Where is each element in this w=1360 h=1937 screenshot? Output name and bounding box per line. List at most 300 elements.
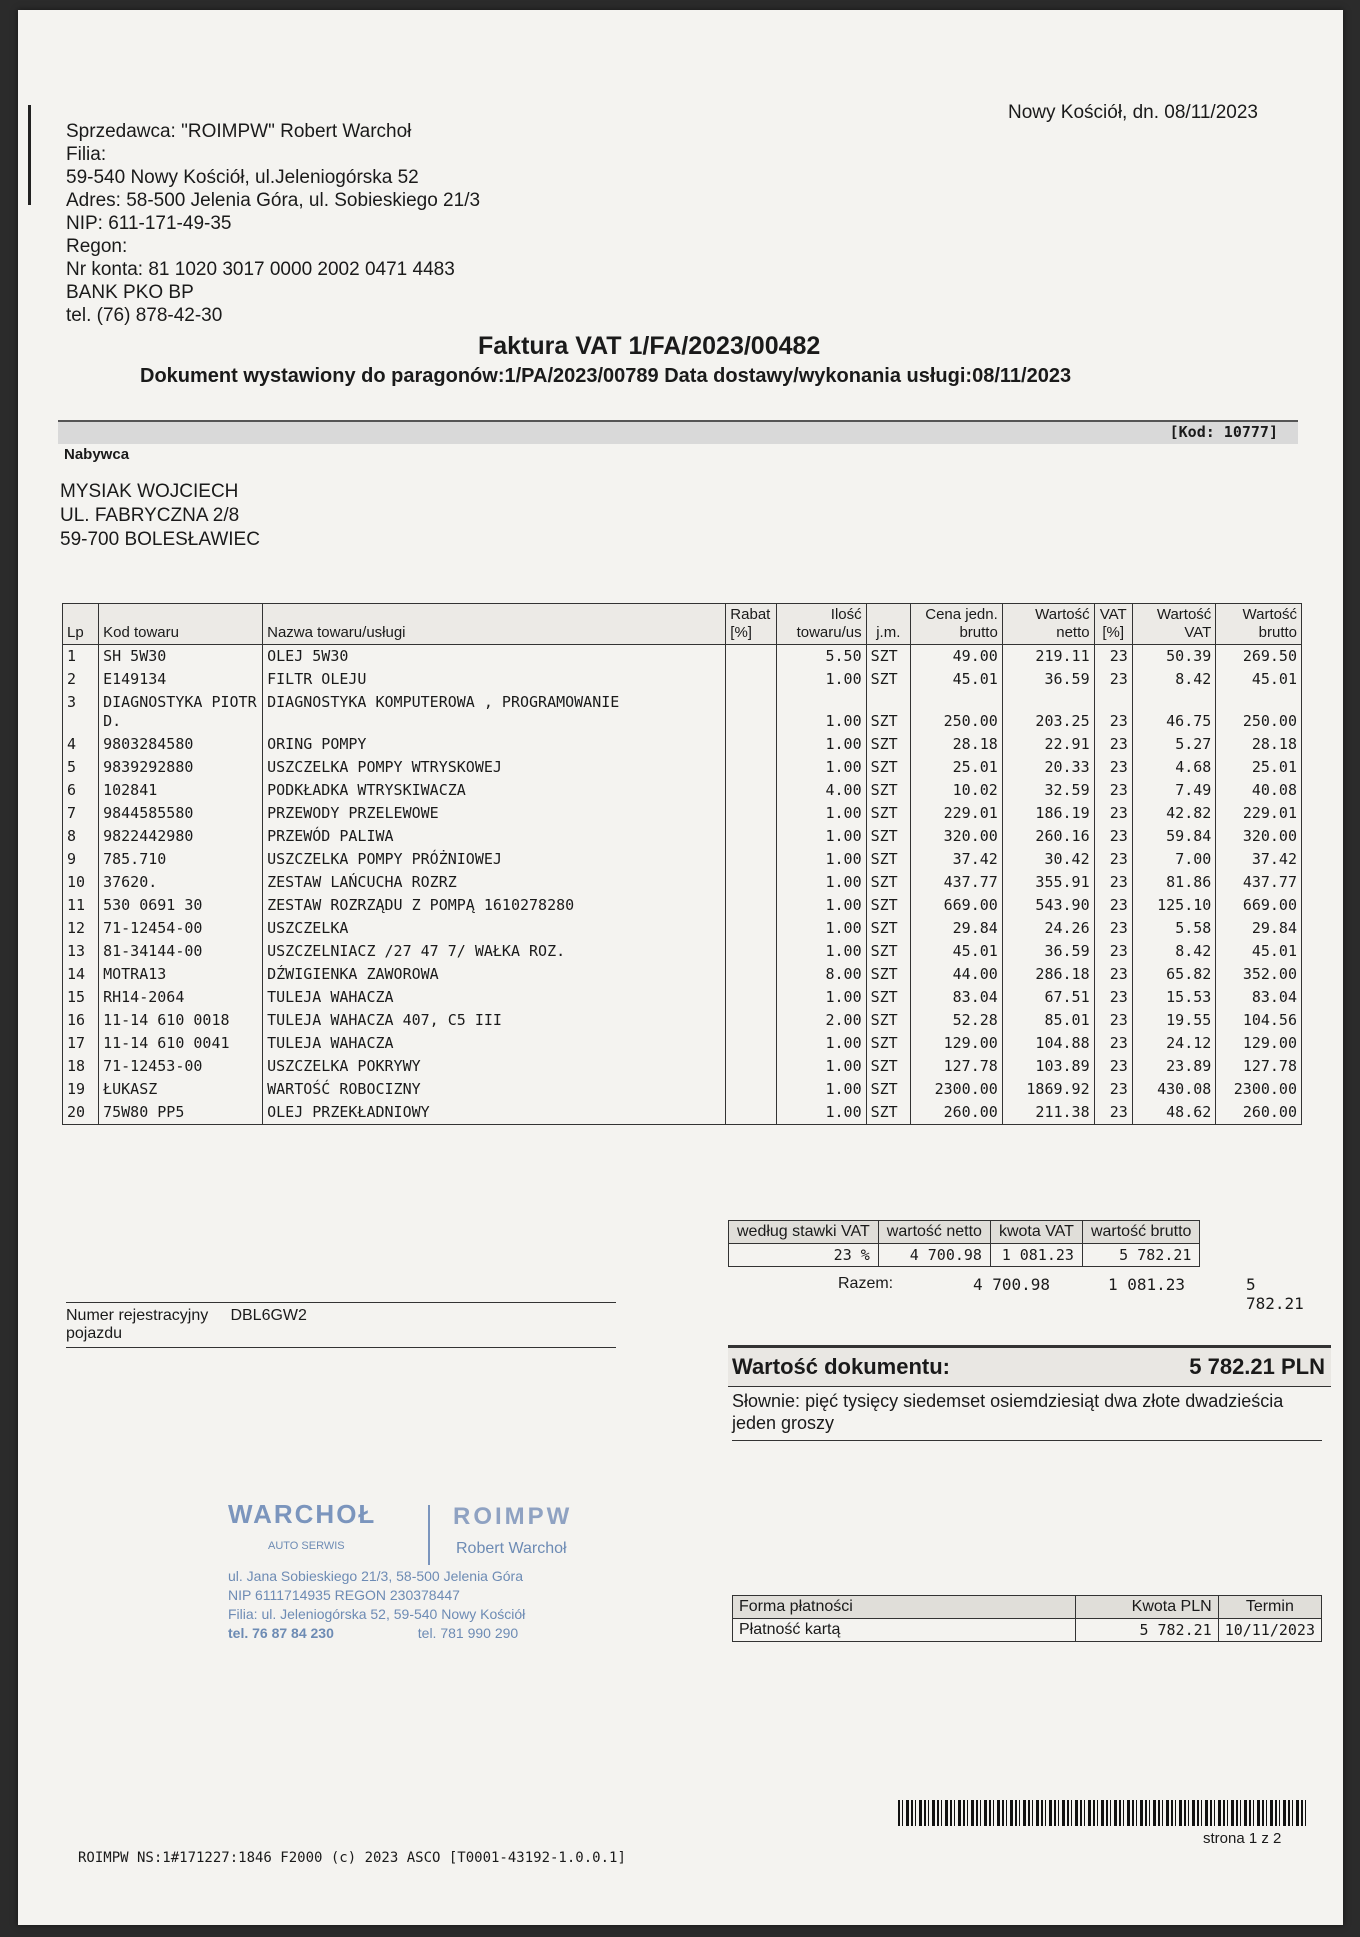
cell-nazwa: FILTR OLEJU (263, 668, 726, 691)
col-wvat: Wartość VAT (1132, 604, 1216, 645)
cell-vat: 23 (1094, 1101, 1132, 1125)
cell-cena: 25.01 (910, 756, 1002, 779)
cell-cena: 49.00 (910, 645, 1002, 669)
pay-kwota: 5 782.21 (1075, 1619, 1218, 1642)
cell-jm: SZT (866, 825, 910, 848)
col-rabat: Rabat [%] (726, 604, 777, 645)
payment-table (732, 1595, 1322, 1642)
cell-lp: 3 (63, 691, 99, 733)
cell-ilosc: 1.00 (776, 668, 866, 691)
cell-ilosc: 1.00 (776, 848, 866, 871)
page-number: strona 1 z 2 (1203, 1830, 1282, 1847)
cell-wvat: 5.58 (1132, 917, 1216, 940)
cell-kod: 530 0691 30 (99, 894, 263, 917)
place-date: Nowy Kościół, dn. 08/11/2023 (1008, 102, 1258, 123)
cell-nazwa: TULEJA WAHACZA 407, C5 III (263, 1009, 726, 1032)
cell-jm: SZT (866, 779, 910, 802)
cell-netto: 24.26 (1002, 917, 1094, 940)
cell-cena: 127.78 (910, 1055, 1002, 1078)
cell-jm: SZT (866, 871, 910, 894)
cell-cena: 260.00 (910, 1101, 1002, 1125)
invoice-page (18, 10, 1343, 1925)
table-row (63, 917, 1302, 940)
cell-rabat (726, 756, 777, 779)
cell-cena: 29.84 (910, 917, 1002, 940)
cell-wvat: 48.62 (1132, 1101, 1216, 1125)
cell-netto: 543.90 (1002, 894, 1094, 917)
cell-wvat: 59.84 (1132, 825, 1216, 848)
cell-netto: 186.19 (1002, 802, 1094, 825)
cell-wvat: 24.12 (1132, 1032, 1216, 1055)
cell-cena: 320.00 (910, 825, 1002, 848)
invoice-title: Faktura VAT 1/FA/2023/00482 (478, 332, 821, 360)
document-value-amount: 5 782.21 PLN (1189, 1354, 1325, 1379)
cell-wvat: 81.86 (1132, 871, 1216, 894)
cell-kod: DIAGNOSTYKA PIOTR D. (99, 691, 263, 733)
cell-ilosc: 1.00 (776, 917, 866, 940)
table-row (63, 802, 1302, 825)
cell-cena: 45.01 (910, 668, 1002, 691)
cell-lp: 13 (63, 940, 99, 963)
cell-lp: 16 (63, 1009, 99, 1032)
seller-bank: BANK PKO BP (66, 282, 194, 303)
cell-kod: 9839292880 (99, 756, 263, 779)
seller-block (66, 120, 480, 327)
payment-header (733, 1596, 1322, 1619)
cell-jm: SZT (866, 1078, 910, 1101)
razem-netto: 4 700.98 (973, 1275, 1051, 1294)
amount-in-words (732, 1390, 1322, 1441)
pay-forma: Płatność kartą (733, 1619, 1076, 1642)
cell-netto: 20.33 (1002, 756, 1094, 779)
cell-kod: 11-14 610 0018 (99, 1009, 263, 1032)
cell-cena: 83.04 (910, 986, 1002, 1009)
table-row (63, 848, 1302, 871)
items-table (62, 603, 1302, 1125)
table-row (63, 668, 1302, 691)
seller-regon: Regon: (66, 236, 128, 257)
cell-ilosc: 1.00 (776, 1078, 866, 1101)
cell-brutto: 320.00 (1216, 825, 1302, 848)
cell-rabat (726, 802, 777, 825)
cell-cena: 28.18 (910, 733, 1002, 756)
cell-lp: 7 (63, 802, 99, 825)
table-row (63, 1009, 1302, 1032)
words-text: pięć tysięcy siedemset osiemdziesiąt dwa złote dwadzieścia jeden groszy (732, 1391, 1284, 1433)
cell-rabat (726, 848, 777, 871)
cell-kod: E149134 (99, 668, 263, 691)
buyer-block (60, 480, 260, 552)
col-netto: Wartość netto (1002, 604, 1094, 645)
cell-cena: 669.00 (910, 894, 1002, 917)
cell-kod: 81-34144-00 (99, 940, 263, 963)
vat-brutto: 5 782.21 (1082, 1244, 1199, 1267)
cell-jm: SZT (866, 1009, 910, 1032)
cell-netto: 260.16 (1002, 825, 1094, 848)
table-row (63, 871, 1302, 894)
buyer-city: 59-700 BOLESŁAWIEC (60, 529, 260, 550)
cell-brutto: 45.01 (1216, 668, 1302, 691)
stamp-sub2: Robert Warchoł (456, 1540, 567, 1557)
barcode (898, 1800, 1308, 1826)
cell-nazwa: PRZEWODY PRZELEWOWE (263, 802, 726, 825)
cell-vat: 23 (1094, 645, 1132, 669)
cell-ilosc: 1.00 (776, 986, 866, 1009)
cell-lp: 14 (63, 963, 99, 986)
cell-vat: 23 (1094, 871, 1132, 894)
cell-vat: 23 (1094, 917, 1132, 940)
cell-vat: 23 (1094, 802, 1132, 825)
table-row (63, 1032, 1302, 1055)
cell-vat: 23 (1094, 940, 1132, 963)
cell-rabat (726, 779, 777, 802)
cell-netto: 355.91 (1002, 871, 1094, 894)
pay-h-termin: Termin (1218, 1596, 1321, 1619)
words-label: Słownie: (732, 1391, 801, 1411)
cell-nazwa: ZESTAW LAŃCUCHA ROZRZ (263, 871, 726, 894)
cell-wvat: 15.53 (1132, 986, 1216, 1009)
stamp-divider (428, 1505, 430, 1565)
cell-ilosc: 1.00 (776, 825, 866, 848)
cell-lp: 11 (63, 894, 99, 917)
cell-vat: 23 (1094, 894, 1132, 917)
cell-lp: 1 (63, 645, 99, 669)
cell-cena: 10.02 (910, 779, 1002, 802)
registration-value: DBL6GW2 (230, 1307, 307, 1324)
cell-netto: 36.59 (1002, 940, 1094, 963)
seller-branch-label: Filia: (66, 144, 107, 165)
cell-wvat: 125.10 (1132, 894, 1216, 917)
cell-rabat (726, 917, 777, 940)
cell-nazwa: OLEJ 5W30 (263, 645, 726, 669)
cell-netto: 1869.92 (1002, 1078, 1094, 1101)
customer-code-bar (58, 420, 1298, 463)
cell-jm: SZT (866, 1032, 910, 1055)
cell-ilosc: 8.00 (776, 963, 866, 986)
cell-cena: 129.00 (910, 1032, 1002, 1055)
buyer-name: MYSIAK WOJCIECH (60, 481, 239, 502)
vat-h-stawka: według stawki VAT (729, 1221, 879, 1244)
company-stamp (228, 1499, 648, 1643)
stamp-sub1: AUTO SERWIS (268, 1540, 345, 1552)
cell-nazwa: USZCZELKA POMPY PRÓŻNIOWEJ (263, 848, 726, 871)
pay-h-forma: Forma płatności (733, 1596, 1076, 1619)
stamp-branch: Filia: ul. Jeleniogórska 52, 59-540 Nowy Kościół (228, 1606, 526, 1622)
table-row (63, 756, 1302, 779)
cell-ilosc: 1.00 (776, 940, 866, 963)
cell-ilosc: 1.00 (776, 1101, 866, 1125)
vat-h-vat: kwota VAT (990, 1221, 1082, 1244)
vat-summary-table (728, 1220, 1200, 1267)
cell-ilosc: 1.00 (776, 894, 866, 917)
cell-lp: 20 (63, 1101, 99, 1125)
cell-vat: 23 (1094, 1032, 1132, 1055)
table-row (63, 940, 1302, 963)
cell-kod: 9803284580 (99, 733, 263, 756)
cell-brutto: 269.50 (1216, 645, 1302, 669)
items-header-row (63, 604, 1302, 645)
cell-jm: SZT (866, 645, 910, 669)
cell-brutto: 37.42 (1216, 848, 1302, 871)
cell-nazwa: WARTOŚĆ ROBOCIZNY (263, 1078, 726, 1101)
cell-brutto: 104.56 (1216, 1009, 1302, 1032)
cell-lp: 17 (63, 1032, 99, 1055)
cell-wvat: 46.75 (1132, 691, 1216, 733)
cell-kod: 11-14 610 0041 (99, 1032, 263, 1055)
cell-wvat: 7.49 (1132, 779, 1216, 802)
cell-jm: SZT (866, 691, 910, 733)
col-cena: Cena jedn. brutto (910, 604, 1002, 645)
registration-block (66, 1302, 616, 1348)
cell-rabat (726, 1055, 777, 1078)
cell-rabat (726, 940, 777, 963)
table-row (63, 779, 1302, 802)
registration-label: Numer rejestracyjny pojazdu (66, 1307, 209, 1342)
cell-lp: 8 (63, 825, 99, 848)
scan-edge-mark (28, 105, 31, 205)
cell-netto: 286.18 (1002, 963, 1094, 986)
cell-rabat (726, 871, 777, 894)
cell-kod: 785.710 (99, 848, 263, 871)
cell-brutto: 83.04 (1216, 986, 1302, 1009)
cell-netto: 22.91 (1002, 733, 1094, 756)
cell-ilosc: 1.00 (776, 802, 866, 825)
cell-wvat: 19.55 (1132, 1009, 1216, 1032)
table-row (63, 733, 1302, 756)
vat-kwota: 1 081.23 (990, 1244, 1082, 1267)
table-row (63, 825, 1302, 848)
cell-lp: 18 (63, 1055, 99, 1078)
cell-vat: 23 (1094, 733, 1132, 756)
cell-wvat: 430.08 (1132, 1078, 1216, 1101)
cell-brutto: 129.00 (1216, 1032, 1302, 1055)
cell-brutto: 28.18 (1216, 733, 1302, 756)
cell-ilosc: 1.00 (776, 756, 866, 779)
cell-lp: 4 (63, 733, 99, 756)
cell-vat: 23 (1094, 691, 1132, 733)
cell-brutto: 25.01 (1216, 756, 1302, 779)
vat-stawka: 23 % (729, 1244, 879, 1267)
cell-kod: 71-12454-00 (99, 917, 263, 940)
seller-phone: tel. (76) 878-42-30 (66, 305, 223, 326)
table-row (63, 1078, 1302, 1101)
table-row (63, 986, 1302, 1009)
cell-brutto: 45.01 (1216, 940, 1302, 963)
cell-rabat (726, 691, 777, 733)
cell-jm: SZT (866, 802, 910, 825)
vat-summary-row (729, 1244, 1200, 1267)
vat-netto: 4 700.98 (878, 1244, 990, 1267)
cell-kod: 102841 (99, 779, 263, 802)
cell-rabat (726, 963, 777, 986)
cell-jm: SZT (866, 917, 910, 940)
cell-lp: 10 (63, 871, 99, 894)
table-row (63, 963, 1302, 986)
cell-rabat (726, 668, 777, 691)
cell-jm: SZT (866, 848, 910, 871)
col-lp: Lp (63, 604, 99, 645)
cell-kod: MOTRA13 (99, 963, 263, 986)
cell-wvat: 23.89 (1132, 1055, 1216, 1078)
razem-brutto: 5 782.21 (1246, 1275, 1304, 1313)
cell-nazwa: USZCZELKA (263, 917, 726, 940)
cell-jm: SZT (866, 733, 910, 756)
cell-brutto: 29.84 (1216, 917, 1302, 940)
cell-kod: RH14-2064 (99, 986, 263, 1009)
cell-vat: 23 (1094, 1078, 1132, 1101)
cell-netto: 219.11 (1002, 645, 1094, 669)
cell-nazwa: OLEJ PRZEKŁADNIOWY (263, 1101, 726, 1125)
cell-netto: 36.59 (1002, 668, 1094, 691)
cell-wvat: 8.42 (1132, 940, 1216, 963)
cell-lp: 19 (63, 1078, 99, 1101)
cell-jm: SZT (866, 756, 910, 779)
seller-name: Sprzedawca: "ROIMPW" Robert Warchoł (66, 121, 412, 142)
cell-cena: 45.01 (910, 940, 1002, 963)
cell-brutto: 437.77 (1216, 871, 1302, 894)
cell-brutto: 352.00 (1216, 963, 1302, 986)
cell-rabat (726, 1032, 777, 1055)
cell-ilosc: 1.00 (776, 1032, 866, 1055)
cell-jm: SZT (866, 986, 910, 1009)
table-row (63, 894, 1302, 917)
customer-code: [Kod: 10777] (1169, 423, 1278, 441)
cell-brutto: 250.00 (1216, 691, 1302, 733)
cell-wvat: 65.82 (1132, 963, 1216, 986)
cell-cena: 44.00 (910, 963, 1002, 986)
cell-jm: SZT (866, 1101, 910, 1125)
cell-vat: 23 (1094, 779, 1132, 802)
cell-rabat (726, 645, 777, 669)
cell-kod: 37620. (99, 871, 263, 894)
cell-vat: 23 (1094, 668, 1132, 691)
cell-lp: 9 (63, 848, 99, 871)
seller-branch-address: 59-540 Nowy Kościół, ul.Jeleniogórska 52 (66, 167, 419, 188)
cell-vat: 23 (1094, 1009, 1132, 1032)
cell-netto: 211.38 (1002, 1101, 1094, 1125)
cell-brutto: 669.00 (1216, 894, 1302, 917)
cell-brutto: 229.01 (1216, 802, 1302, 825)
cell-cena: 250.00 (910, 691, 1002, 733)
cell-brutto: 2300.00 (1216, 1078, 1302, 1101)
stamp-brand-roimpw: ROIMPW (453, 1503, 573, 1530)
cell-cena: 229.01 (910, 802, 1002, 825)
cell-wvat: 4.68 (1132, 756, 1216, 779)
cell-nazwa: TULEJA WAHACZA (263, 986, 726, 1009)
table-row (63, 645, 1302, 669)
cell-wvat: 7.00 (1132, 848, 1216, 871)
cell-brutto: 127.78 (1216, 1055, 1302, 1078)
cell-ilosc: 1.00 (776, 733, 866, 756)
cell-rabat (726, 733, 777, 756)
cell-rabat (726, 986, 777, 1009)
cell-jm: SZT (866, 1055, 910, 1078)
cell-rabat (726, 1009, 777, 1032)
stamp-address: ul. Jana Sobieskiego 21/3, 58-500 Jelenia Góra (228, 1568, 523, 1584)
buyer-label: Nabywca (64, 446, 130, 463)
cell-nazwa: DIAGNOSTYKA KOMPUTEROWA , PROGRAMOWANIE (263, 691, 726, 733)
col-jm: j.m. (866, 604, 910, 645)
document-value (728, 1345, 1331, 1387)
col-nazwa: Nazwa towaru/usługi (263, 604, 726, 645)
cell-nazwa: ORING POMPY (263, 733, 726, 756)
razem-vat: 1 081.23 (1108, 1275, 1186, 1294)
cell-rabat (726, 1078, 777, 1101)
cell-brutto: 40.08 (1216, 779, 1302, 802)
vat-h-netto: wartość netto (878, 1221, 990, 1244)
cell-nazwa: PODKŁADKA WTRYSKIWACZA (263, 779, 726, 802)
col-brutto: Wartość brutto (1216, 604, 1302, 645)
cell-wvat: 42.82 (1132, 802, 1216, 825)
cell-vat: 23 (1094, 848, 1132, 871)
stamp-tel1: tel. 76 87 84 230 (228, 1625, 334, 1641)
cell-nazwa: ZESTAW ROZRZĄDU Z POMPĄ 1610278280 (263, 894, 726, 917)
cell-ilosc: 4.00 (776, 779, 866, 802)
document-value-label: Wartość dokumentu: (732, 1354, 950, 1379)
cell-ilosc: 1.00 (776, 691, 866, 733)
col-ilosc: Ilość towaru/us (776, 604, 866, 645)
payment-row (733, 1619, 1322, 1642)
vat-h-brutto: wartość brutto (1082, 1221, 1199, 1244)
cell-nazwa: USZCZELKA POMPY WTRYSKOWEJ (263, 756, 726, 779)
buyer-street: UL. FABRYCZNA 2/8 (60, 505, 240, 526)
cell-cena: 2300.00 (910, 1078, 1002, 1101)
vat-summary-header (729, 1221, 1200, 1244)
cell-jm: SZT (866, 894, 910, 917)
cell-netto: 103.89 (1002, 1055, 1094, 1078)
cell-nazwa: TULEJA WAHACZA (263, 1032, 726, 1055)
seller-account: Nr konta: 81 1020 3017 0000 2002 0471 4483 (66, 259, 455, 280)
cell-wvat: 5.27 (1132, 733, 1216, 756)
razem-label: Razem: (838, 1275, 894, 1292)
cell-ilosc: 5.50 (776, 645, 866, 669)
cell-cena: 52.28 (910, 1009, 1002, 1032)
cell-kod: 75W80 PP5 (99, 1101, 263, 1125)
cell-cena: 437.77 (910, 871, 1002, 894)
cell-rabat (726, 1101, 777, 1125)
cell-lp: 15 (63, 986, 99, 1009)
cell-nazwa: PRZEWÓD PALIWA (263, 825, 726, 848)
table-row (63, 691, 1302, 733)
cell-lp: 5 (63, 756, 99, 779)
invoice-subtitle: Dokument wystawiony do paragonów:1/PA/2023/00789 Data dostawy/wykonania usługi:08/11/2023 (140, 365, 1072, 387)
cell-vat: 23 (1094, 986, 1132, 1009)
cell-netto: 203.25 (1002, 691, 1094, 733)
cell-ilosc: 1.00 (776, 871, 866, 894)
seller-nip: NIP: 611-171-49-35 (66, 213, 232, 234)
cell-wvat: 50.39 (1132, 645, 1216, 669)
cell-rabat (726, 825, 777, 848)
cell-vat: 23 (1094, 1055, 1132, 1078)
cell-lp: 12 (63, 917, 99, 940)
cell-nazwa: USZCZELNIACZ /27 47 7/ WAŁKA ROZ. (263, 940, 726, 963)
cell-kod: 9822442980 (99, 825, 263, 848)
cell-ilosc: 2.00 (776, 1009, 866, 1032)
cell-netto: 67.51 (1002, 986, 1094, 1009)
pay-termin: 10/11/2023 (1218, 1619, 1321, 1642)
cell-vat: 23 (1094, 756, 1132, 779)
col-vat: VAT [%] (1094, 604, 1132, 645)
cell-kod: 9844585580 (99, 802, 263, 825)
cell-jm: SZT (866, 668, 910, 691)
cell-netto: 32.59 (1002, 779, 1094, 802)
cell-kod: 71-12453-00 (99, 1055, 263, 1078)
cell-jm: SZT (866, 963, 910, 986)
cell-netto: 104.88 (1002, 1032, 1094, 1055)
cell-nazwa: USZCZELKA POKRYWY (263, 1055, 726, 1078)
cell-vat: 23 (1094, 825, 1132, 848)
cell-wvat: 8.42 (1132, 668, 1216, 691)
